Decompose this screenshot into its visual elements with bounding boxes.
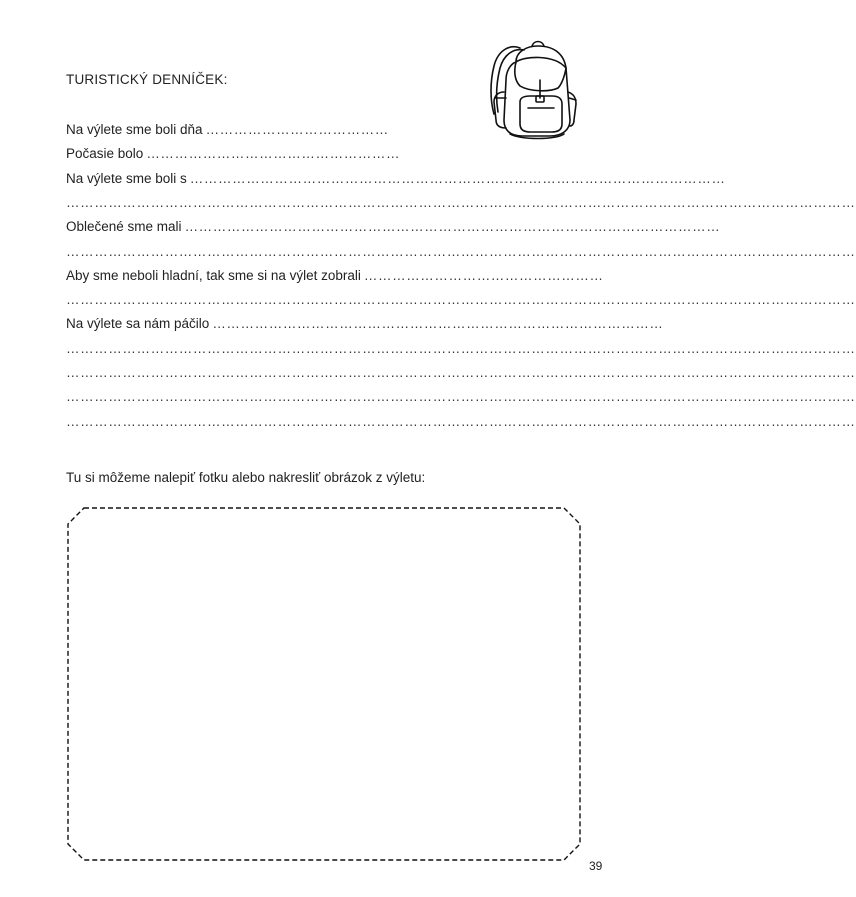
field-label: Aby sme neboli hladní, tak sme si na výlet zobrali <box>66 267 361 283</box>
dotted-answer-line: ……………………………………………… <box>146 146 401 162</box>
photo-drawing-area[interactable] <box>66 506 582 862</box>
field-label: Počasie bolo <box>66 146 144 162</box>
dotted-answer-line: …………………………………………………………………………………………………………………………………………………… <box>66 292 856 308</box>
journal-field[interactable] <box>66 267 604 288</box>
journal-field[interactable] <box>66 316 664 336</box>
journal-field[interactable] <box>66 146 582 166</box>
journal-continuation-line[interactable] <box>66 389 856 409</box>
dotted-answer-line: …………………………………………………………………………………………………… <box>189 170 726 186</box>
journal-continuation-line[interactable] <box>66 413 856 434</box>
page-title: TURISTICKÝ DENNÍČEK: <box>66 72 228 87</box>
journal-continuation-line[interactable] <box>66 243 856 264</box>
journal-continuation-line[interactable] <box>66 292 856 312</box>
field-label: Na výlete sme boli s <box>66 170 187 186</box>
photo-caption: Tu si môžeme nalepiť fotku alebo nakresliť obrázok z výletu: <box>66 470 426 485</box>
field-label: Oblečené sme mali <box>66 219 182 235</box>
dotted-answer-line: …………………………………………………………………………………………………………………………………………………… <box>66 389 856 405</box>
dotted-answer-line: …………………………………………… <box>363 267 604 283</box>
page-number: 39 <box>589 859 603 873</box>
dotted-answer-line: …………………………………………………………………………………………………………………………………………………… <box>66 365 856 380</box>
field-label: Na výlete sme boli dňa <box>66 122 203 137</box>
journal-field[interactable] <box>66 122 582 142</box>
journal-continuation-line[interactable] <box>66 194 856 215</box>
dotted-answer-line: …………………………………………………………………………………………………… <box>184 219 721 235</box>
journal-continuation-line[interactable] <box>66 340 856 361</box>
journal-field[interactable] <box>66 170 726 191</box>
journal-field[interactable] <box>66 219 721 239</box>
dotted-answer-line: …………………………………………………………………………………………………………………………………………………… <box>66 194 856 210</box>
dotted-answer-line: …………………………………………………………………………………… <box>212 316 664 332</box>
dotted-answer-line: …………………………………………………………………………………………………………………………………………………… <box>66 243 856 259</box>
dotted-answer-line: …………………………………………………………………………………………………………………………………………………… <box>66 340 856 356</box>
dotted-answer-line: ………………………………… <box>205 122 389 137</box>
dotted-answer-line: …………………………………………………………………………………………………………………………………………………… <box>66 413 856 429</box>
field-label: Na výlete sa nám páčilo <box>66 316 210 332</box>
journal-continuation-line[interactable] <box>66 365 856 385</box>
